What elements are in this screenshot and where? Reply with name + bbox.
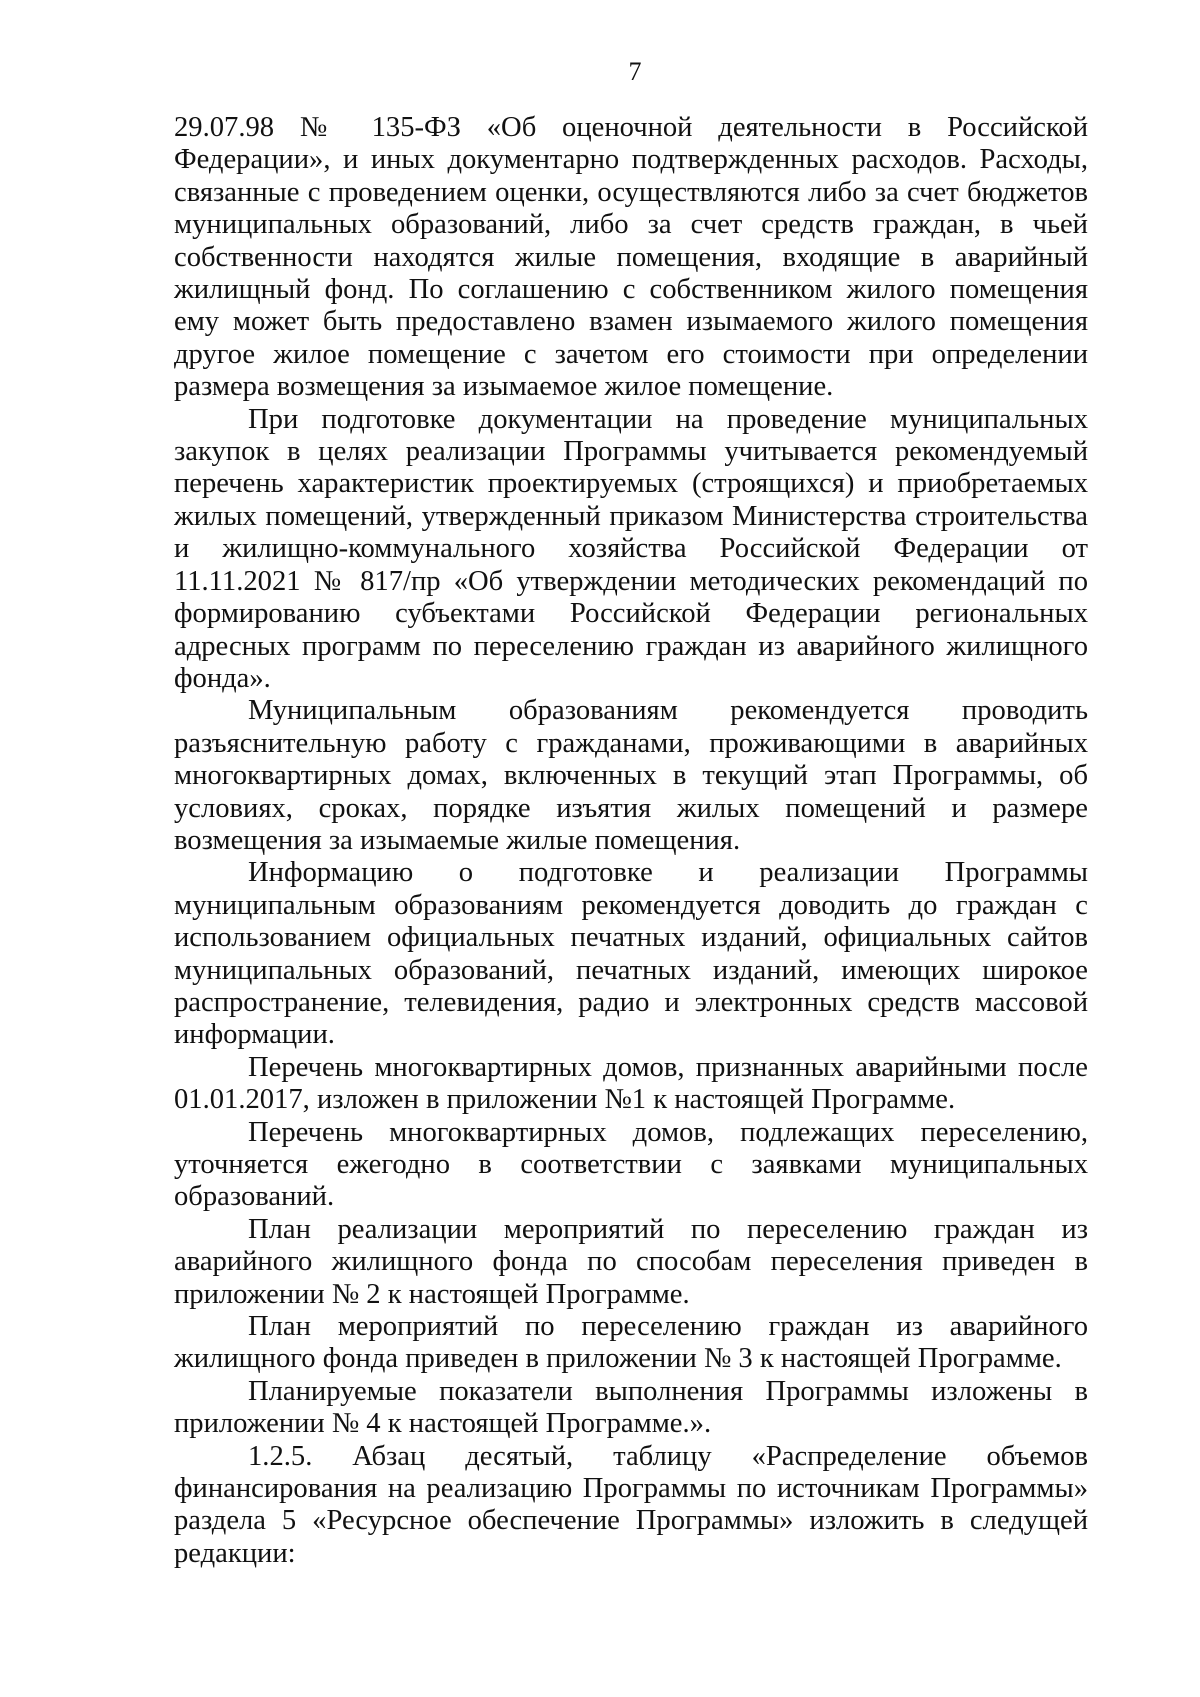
paragraph-clause-1-2-5: 1.2.5. Абзац десятый, таблицу «Распределение объемов финансирования на реализацию Программы по источникам Программы» раздела 5 «Ресурсное обеспечение Программы» изложить в следущей редакции: [174,1440,1088,1569]
paragraph-annual-update: Перечень многоквартирных домов, подлежащих переселению, уточняется ежегодно в соответствии с заявками муниципальных образований. [174,1116,1088,1213]
paragraph-explanatory-work: Муниципальным образованиям рекомендуется проводить разъяснительную работу с гражданами, проживающими в аварийных многоквартирных домах, включенных в текущий этап Программы, об условиях, сроках, порядке изъятия жилых помещений и размере возмещения за изымаемые жилые помещения. [174,695,1088,856]
paragraph-appendix-2: План реализации мероприятий по переселению граждан из аварийного жилищного фонда по способам переселения приведен в приложении № 2 к настоящей Программе. [174,1213,1088,1310]
document-body [174,112,1088,1570]
paragraph-appendix-4: Планируемые показатели выполнения Программы изложены в приложении № 4 к настоящей Программе.». [174,1375,1088,1440]
paragraph-appraisal-costs: 29.07.98 № 135-ФЗ «Об оценочной деятельности в Российской Федерации», и иных документарно подтвержденных расходов. Расходы, связанные с проведением оценки, осуществляются либо за счет бюджетов муниципальных образований, либо за счет средств граждан, в чьей собственности находятся жилые помещения, входящие в аварийный жилищный фонд. По соглашению с собственником жилого помещения ему может быть предоставлено взамен изымаемого жилого помещения другое жилое помещение с зачетом его стоимости при определении размера возмещения за изымаемое жилое помещение. [174,112,1088,403]
paragraph-appendix-3: План мероприятий по переселению граждан из аварийного жилищного фонда приведен в приложении № 3 к настоящей Программе. [174,1311,1088,1375]
paragraph-public-information: Информацию о подготовке и реализации Программы муниципальным образованиям рекомендуется доводить до граждан с использованием официальных печатных изданий, официальных сайтов муниципальных образований, печатных изданий, имеющих широкое распространение, телевидения, радио и электронных средств массовой информации. [174,857,1088,1051]
paragraph-procurement-documentation: При подготовке документации на проведение муниципальных закупок в целях реализации Программы учитывается рекомендуемый перечень характеристик проектируемых (строящихся) и приобретаемых жилых помещений, утвержденный приказом Министерства строительства и жилищно-коммунального хозяйства Российской Федерации от 11.11.2021 № 817/пр «Об утверждении методических рекомендаций по формированию субъектами Российской Федерации региональных адресных программ по переселению граждан из аварийного жилищного фонда». [174,403,1088,694]
paragraph-appendix-1: Перечень многоквартирных домов, признанных аварийными после 01.01.2017, изложен в приложении №1 к настоящей Программе. [174,1051,1088,1116]
page-number: 7 [628,57,642,86]
